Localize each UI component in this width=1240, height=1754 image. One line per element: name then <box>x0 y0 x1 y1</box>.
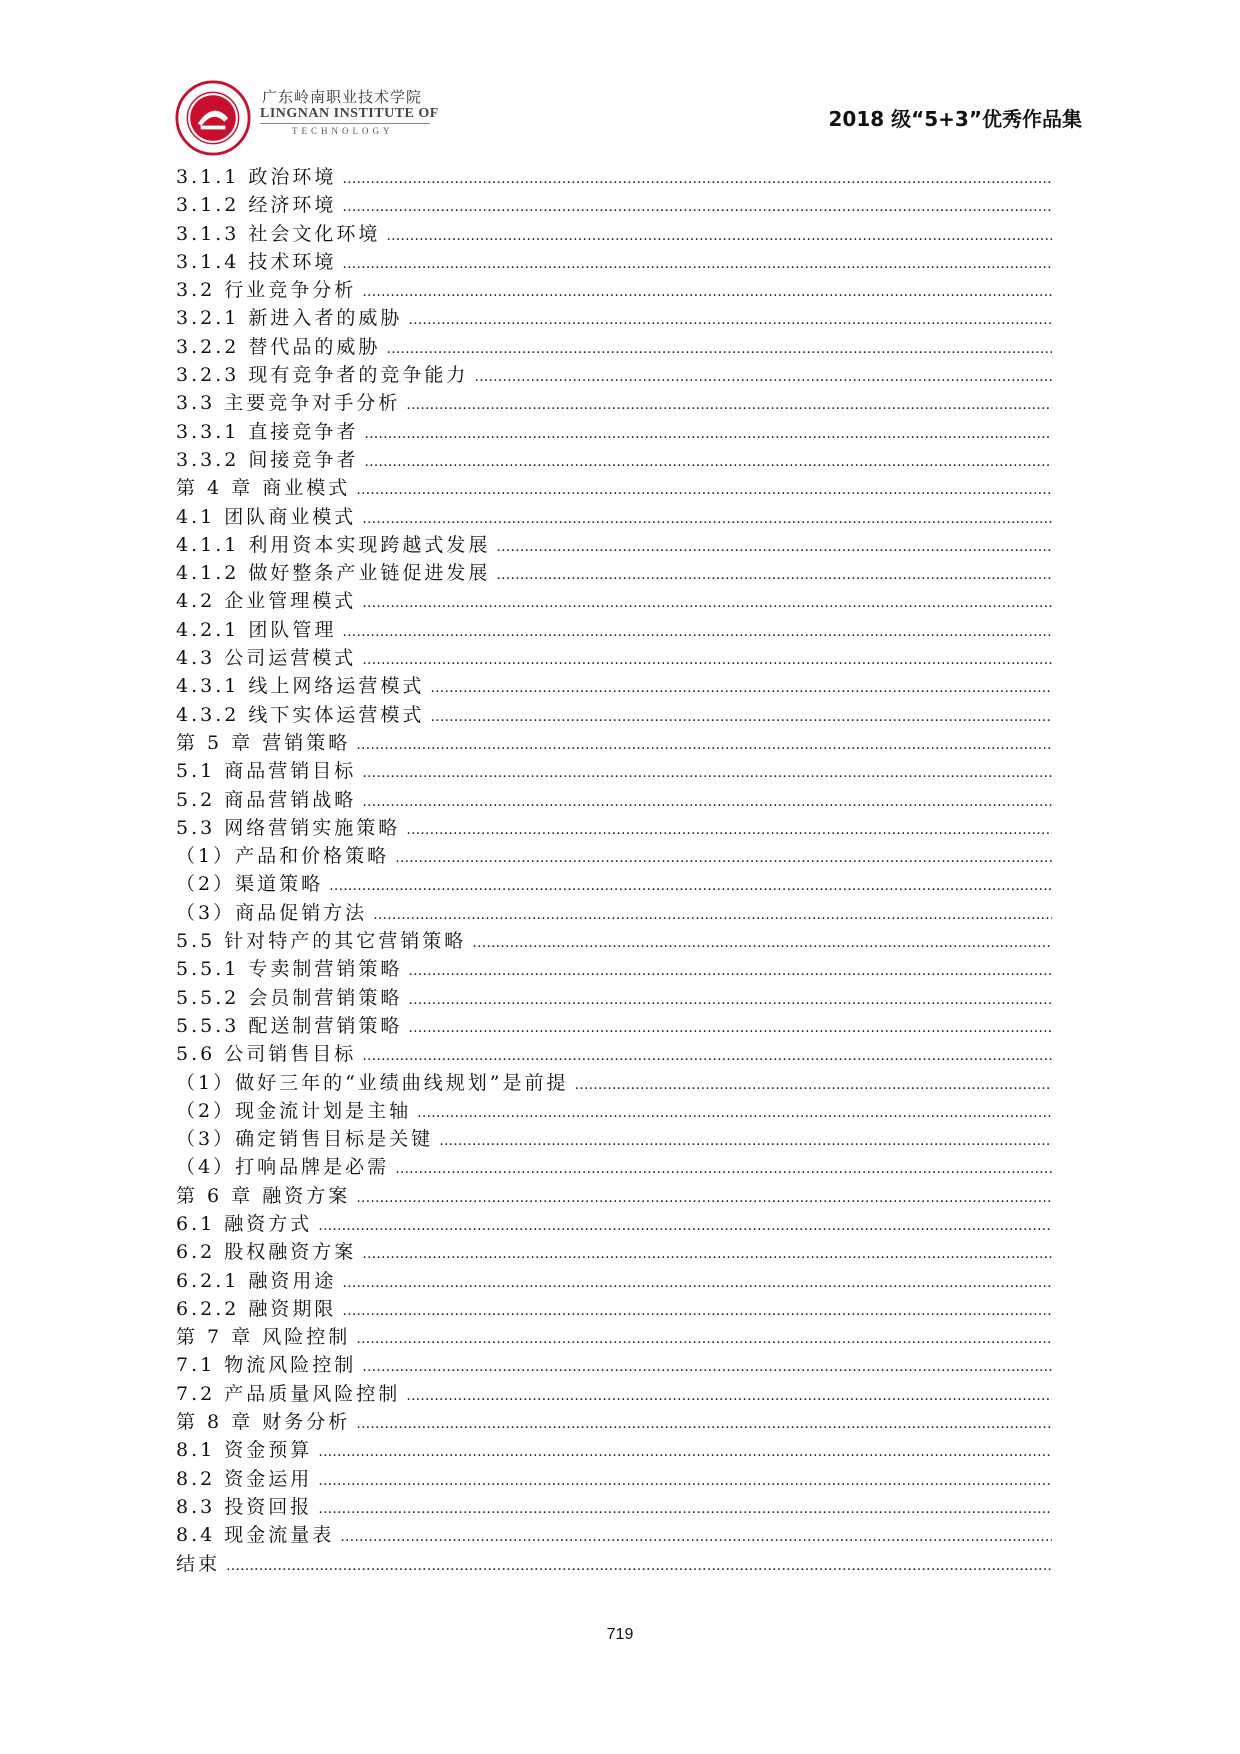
school-name-en: LINGNAN INSTITUTE OF <box>260 106 439 121</box>
toc-entry[interactable] <box>176 786 1052 814</box>
toc-entry-label: 5.5.1 专卖制营销策略 <box>176 958 403 981</box>
toc-entry[interactable] <box>176 757 1052 785</box>
toc-dot-leader <box>342 1269 1052 1297</box>
toc-entry-label: 6.2.1 融资用途 <box>176 1269 337 1292</box>
school-name-en-sub: TECHNOLOGY <box>292 126 394 136</box>
toc-entry-label: 8.1 资金预算 <box>176 1439 313 1462</box>
toc-dot-leader <box>342 1297 1052 1325</box>
toc-entry-label: 4.1.2 做好整条产业链促进发展 <box>176 562 491 585</box>
toc-dot-leader <box>439 1127 1052 1155</box>
toc-entry-label: 3.1.3 社会文化环境 <box>176 222 381 245</box>
toc-entry-label: 6.2.2 融资期限 <box>176 1297 337 1320</box>
toc-dot-leader <box>356 1184 1052 1212</box>
toc-dot-leader <box>472 929 1052 957</box>
toc-entry-label: 6.1 融资方式 <box>176 1212 313 1235</box>
toc-dot-leader <box>356 731 1052 759</box>
document-title: 2018 级“5+3”优秀作品集 <box>828 107 1082 131</box>
toc-entry-label: 5.3 网络营销实施策略 <box>176 816 401 839</box>
toc-entry-label: 8.4 现金流量表 <box>176 1524 335 1547</box>
toc-dot-leader <box>496 533 1052 561</box>
toc-entry[interactable] <box>176 220 1052 248</box>
toc-entry[interactable] <box>176 1040 1052 1068</box>
toc-entry-label: 3.2.3 现有竞争者的竞争能力 <box>176 364 469 387</box>
page-header <box>0 0 1240 150</box>
toc-entry-label: 5.6 公司销售目标 <box>176 1043 357 1066</box>
toc-entry[interactable] <box>176 1267 1052 1295</box>
table-of-contents <box>176 163 1052 1578</box>
toc-entry[interactable] <box>176 418 1052 446</box>
toc-dot-leader <box>406 391 1052 419</box>
toc-dot-leader <box>362 589 1052 617</box>
toc-entry[interactable] <box>176 1465 1052 1493</box>
toc-dot-leader <box>318 1467 1052 1495</box>
toc-entry-label: 第 4 章 商业模式 <box>176 477 351 500</box>
toc-entry-label: 4.1.1 利用资本实现跨越式发展 <box>176 533 491 556</box>
toc-entry-label: 第 7 章 风险控制 <box>176 1326 351 1349</box>
school-logo-icon <box>175 80 251 156</box>
toc-entry[interactable] <box>176 1238 1052 1266</box>
toc-dot-leader <box>430 674 1052 702</box>
toc-entry[interactable] <box>176 1351 1052 1379</box>
toc-entry-label: 3.2.2 替代品的威胁 <box>176 335 381 358</box>
school-name-cn: 广东岭南职业技术学院 <box>262 88 423 106</box>
toc-entry[interactable] <box>176 531 1052 559</box>
toc-entry[interactable] <box>176 899 1052 927</box>
toc-entry[interactable] <box>176 276 1052 304</box>
toc-entry-label: 第 8 章 财务分析 <box>176 1411 351 1434</box>
toc-dot-leader <box>342 618 1052 646</box>
toc-dot-leader <box>356 1325 1052 1353</box>
toc-entry-label: （3）确定销售目标是关键 <box>176 1128 434 1151</box>
toc-dot-leader <box>362 759 1052 787</box>
toc-entry-label: 3.3.2 间接竞争者 <box>176 448 359 471</box>
toc-entry[interactable] <box>176 361 1052 389</box>
toc-entry[interactable] <box>176 1550 1052 1578</box>
toc-dot-leader <box>318 1495 1052 1523</box>
toc-entry[interactable] <box>176 984 1052 1012</box>
toc-entry-label: （2）渠道策略 <box>176 873 324 896</box>
toc-entry[interactable] <box>176 644 1052 672</box>
toc-entry[interactable] <box>176 333 1052 361</box>
toc-entry[interactable] <box>176 446 1052 474</box>
toc-dot-leader <box>408 986 1052 1014</box>
toc-entry-label: 3.1.1 政治环境 <box>176 166 337 188</box>
toc-dot-leader <box>575 1071 1052 1099</box>
toc-dot-leader <box>362 788 1052 816</box>
toc-entry-label: 3.3.1 直接竞争者 <box>176 420 359 443</box>
header-rule <box>260 123 430 124</box>
toc-entry-label: （1）做好三年的“业绩曲线规划”是前提 <box>176 1071 569 1094</box>
toc-dot-leader <box>362 1240 1052 1268</box>
toc-entry-label: （2）现金流计划是主轴 <box>176 1099 412 1122</box>
toc-entry-label: （4）打响品牌是必需 <box>176 1156 390 1179</box>
toc-entry-label: 3.1.2 经济环境 <box>176 194 337 217</box>
toc-dot-leader <box>406 1382 1052 1410</box>
toc-entry-label: 8.2 资金运用 <box>176 1467 313 1490</box>
toc-entry-label: 4.3 公司运营模式 <box>176 647 357 670</box>
toc-entry-label: 5.5.2 会员制营销策略 <box>176 986 403 1009</box>
toc-entry[interactable] <box>176 1125 1052 1153</box>
toc-entry-label: （3）商品促销方法 <box>176 901 368 924</box>
toc-entry-label: 3.2.1 新进入者的威胁 <box>176 307 403 330</box>
toc-entry-label: 6.2 股权融资方案 <box>176 1241 357 1264</box>
toc-entry[interactable] <box>176 1521 1052 1549</box>
toc-entry[interactable] <box>176 191 1052 219</box>
toc-entry[interactable] <box>176 1012 1052 1040</box>
toc-dot-leader <box>406 816 1052 844</box>
page-number: 719 <box>606 1626 634 1643</box>
toc-dot-leader <box>356 1410 1052 1438</box>
toc-entry-label: 5.5.3 配送制营销策略 <box>176 1014 403 1037</box>
toc-dot-leader <box>386 335 1052 363</box>
toc-entry[interactable] <box>176 474 1052 502</box>
toc-dot-leader <box>342 193 1052 221</box>
toc-entry-label: 4.2 企业管理模式 <box>176 590 357 613</box>
toc-entry-label: 第 5 章 营销策略 <box>176 731 351 754</box>
toc-dot-leader <box>342 250 1052 278</box>
toc-dot-leader <box>408 957 1052 985</box>
toc-dot-leader <box>417 1099 1052 1127</box>
toc-dot-leader <box>342 165 1052 193</box>
toc-entry[interactable] <box>176 389 1052 417</box>
toc-dot-leader <box>373 901 1052 929</box>
toc-entry[interactable] <box>176 503 1052 531</box>
toc-dot-leader <box>430 703 1052 731</box>
toc-dot-leader <box>362 505 1052 533</box>
toc-entry-label: 3.1.4 技术环境 <box>176 250 337 273</box>
toc-dot-leader <box>362 1353 1052 1381</box>
toc-entry-label: 5.1 商品营销目标 <box>176 760 357 783</box>
toc-entry[interactable] <box>176 672 1052 700</box>
toc-entry[interactable] <box>176 814 1052 842</box>
toc-dot-leader <box>318 1212 1052 1240</box>
toc-entry-label: 第 6 章 融资方案 <box>176 1184 351 1207</box>
toc-entry[interactable] <box>176 729 1052 757</box>
toc-entry[interactable] <box>176 587 1052 615</box>
toc-entry[interactable] <box>176 1182 1052 1210</box>
toc-entry[interactable] <box>176 701 1052 729</box>
toc-entry[interactable] <box>176 955 1052 983</box>
toc-dot-leader <box>408 306 1052 334</box>
toc-dot-leader <box>408 1014 1052 1042</box>
toc-entry[interactable] <box>176 1323 1052 1351</box>
toc-entry[interactable] <box>176 1153 1052 1181</box>
toc-entry[interactable] <box>176 304 1052 332</box>
toc-entry[interactable] <box>176 248 1052 276</box>
toc-entry[interactable] <box>176 842 1052 870</box>
toc-dot-leader <box>474 363 1052 391</box>
toc-entry-label: 4.2.1 团队管理 <box>176 618 337 641</box>
toc-entry-label: 4.3.2 线下实体运营模式 <box>176 703 425 726</box>
toc-entry-label: 5.5 针对特产的其它营销策略 <box>176 930 467 953</box>
toc-entry[interactable] <box>176 163 1052 191</box>
toc-dot-leader <box>356 476 1052 504</box>
toc-entry[interactable] <box>176 616 1052 644</box>
toc-entry[interactable] <box>176 1295 1052 1323</box>
toc-entry-label: 3.2 行业竞争分析 <box>176 279 357 302</box>
toc-entry[interactable] <box>176 1210 1052 1238</box>
toc-dot-leader <box>364 420 1052 448</box>
toc-entry-label: 3.3 主要竞争对手分析 <box>176 392 401 415</box>
toc-dot-leader <box>318 1438 1052 1466</box>
toc-dot-leader <box>362 1042 1052 1070</box>
toc-entry-label: 7.2 产品质量风险控制 <box>176 1382 401 1405</box>
toc-entry[interactable] <box>176 1493 1052 1521</box>
toc-entry-label: 8.3 投资回报 <box>176 1495 313 1518</box>
toc-entry[interactable] <box>176 927 1052 955</box>
toc-dot-leader <box>340 1523 1052 1551</box>
toc-entry[interactable] <box>176 1380 1052 1408</box>
toc-entry-label: （1）产品和价格策略 <box>176 845 390 868</box>
toc-dot-leader <box>386 222 1052 250</box>
toc-entry[interactable] <box>176 1069 1052 1097</box>
toc-dot-leader <box>226 1552 1052 1580</box>
toc-entry[interactable] <box>176 1436 1052 1464</box>
toc-dot-leader <box>496 561 1052 589</box>
toc-dot-leader <box>395 844 1052 872</box>
toc-dot-leader <box>362 646 1052 674</box>
toc-entry-label: 结束 <box>176 1552 221 1575</box>
toc-entry[interactable] <box>176 1097 1052 1125</box>
toc-entry-label: 4.1 团队商业模式 <box>176 505 357 528</box>
toc-entry[interactable] <box>176 559 1052 587</box>
toc-entry-label: 4.3.1 线上网络运营模式 <box>176 675 425 698</box>
toc-dot-leader <box>329 872 1052 900</box>
toc-entry[interactable] <box>176 1408 1052 1436</box>
toc-dot-leader <box>362 278 1052 306</box>
toc-dot-leader <box>395 1155 1052 1183</box>
toc-dot-leader <box>364 448 1052 476</box>
toc-entry[interactable] <box>176 870 1052 898</box>
toc-entry-label: 5.2 商品营销战略 <box>176 788 357 811</box>
toc-entry-label: 7.1 物流风险控制 <box>176 1354 357 1377</box>
